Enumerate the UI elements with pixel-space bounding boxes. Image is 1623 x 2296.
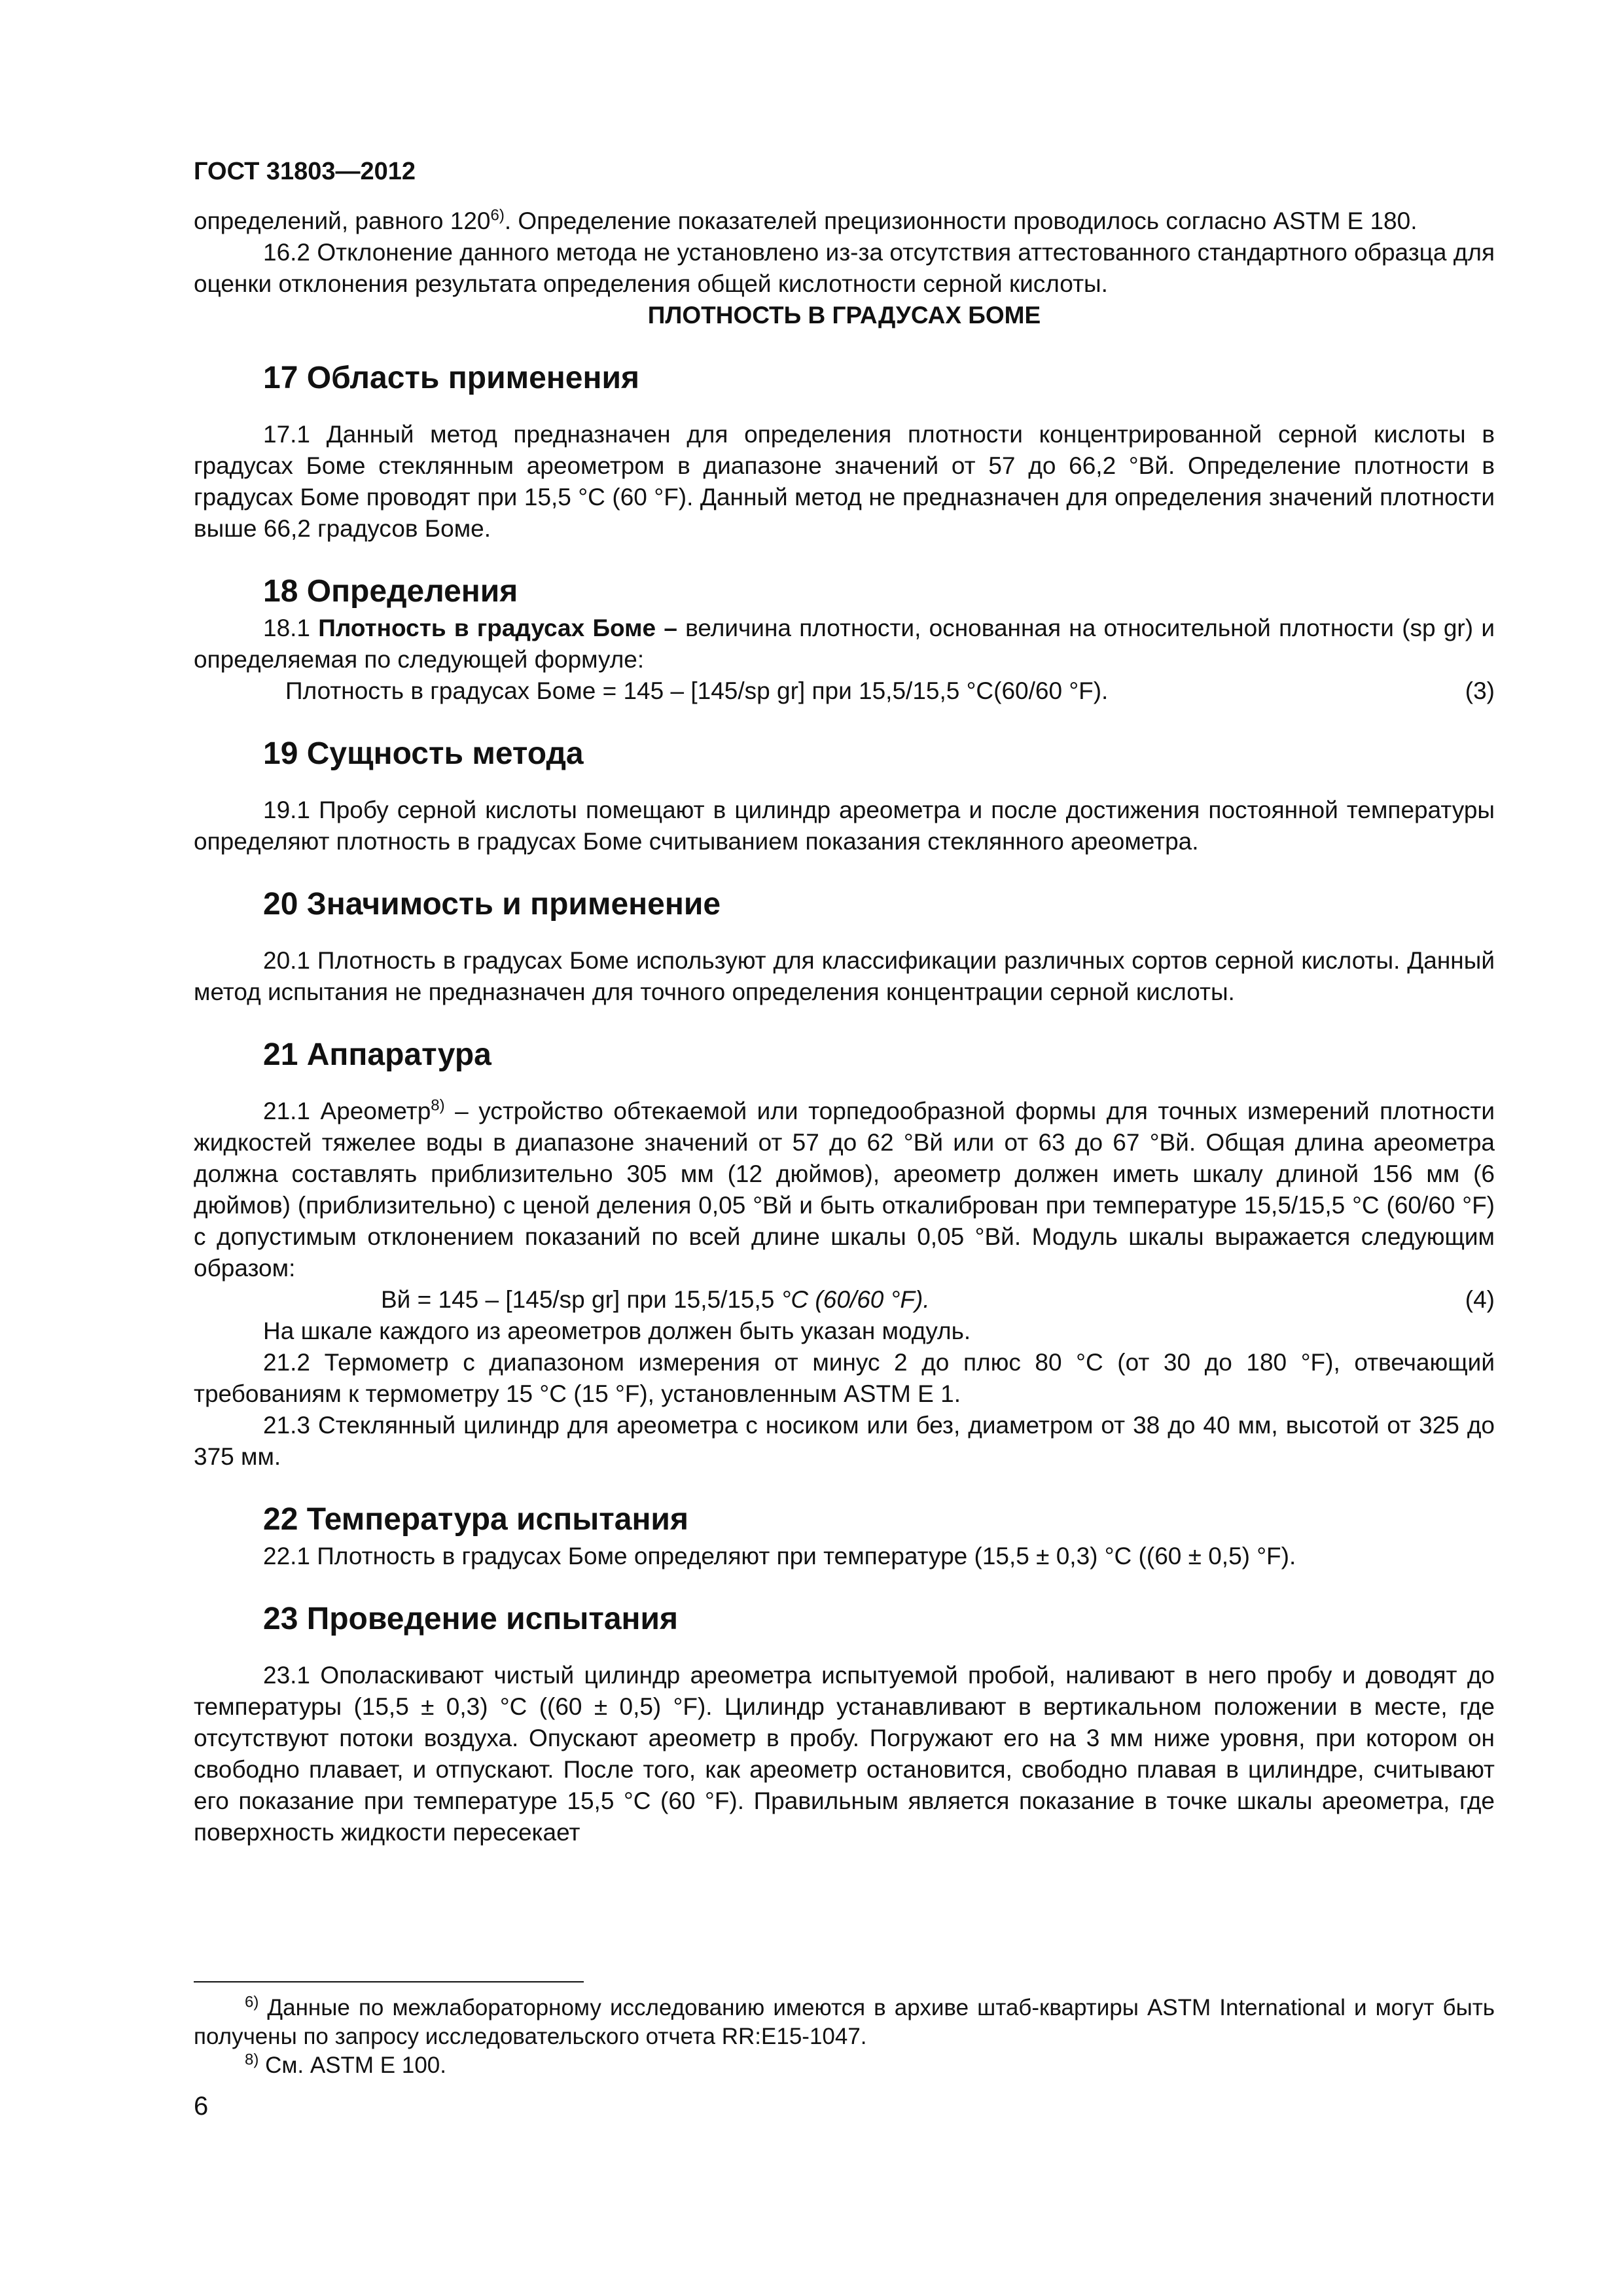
section-23-title: 23 Проведение испытания xyxy=(263,1602,679,1636)
paragraph-18-1: 18.1 Плотность в градусах Боме – величина плотности, основанная на относительной плотности (sp gr) и определяемая по следующей формуле: xyxy=(194,615,1495,673)
footnote-ref-8: 8) xyxy=(431,1096,445,1115)
formula-4-number: (4) xyxy=(1465,1286,1495,1313)
paragraph-21-note: На шкале каждого из ареометров должен быть указан модуль. xyxy=(263,1318,971,1344)
section-22-title: 22 Температура испытания xyxy=(263,1502,688,1537)
footnote-ref-6: 6) xyxy=(490,206,505,224)
paragraph-21-1: 21.1 Ареометр$^{8)}$ – устройство обтекаемой или торпедообразной формы для точных измерений плотности жидкостей тяжелее воды в диапазоне значений от 57 до 62 °Вй или от 63 до 67 °Вй. Общая длина ареометра должна составлять приблизительно 305 мм (12 дюймов), ареометр должен иметь шкалу длиной 156 мм (6 дюймов) (приблизительно) с ценой деления 0,05 °Вй и быть откалиброван при температуре 15,5/15,5 °С (60/60 °F) с допустимым отклонением показаний по всей длине шкалы 0,05 °Вй. Модуль шкалы выражается следующим образом: xyxy=(194,1096,1495,1282)
footnote-8: $^{8)}$ См. ASTM E 100. xyxy=(245,2051,446,2078)
section-17-title: 17 Область применения xyxy=(263,361,639,395)
paragraph-21-2: 21.2 Термометр с диапазоном измерения от минус 2 до плюс 80 °С (от 30 до 180 °F), отвечающий требованиям к термометру 15 °С (15 °F), установленным ASTM E 1. xyxy=(194,1349,1495,1407)
page-number: 6 xyxy=(194,2092,209,2121)
term-definition: Плотность в градусах Боме – xyxy=(318,615,677,641)
section-21-title: 21 Аппаратура xyxy=(263,1037,491,1072)
paragraph-22-1: 22.1 Плотность в градусах Боме определяют при температуре (15,5 ± 0,3) °С ((60 ± 0,5) °F). xyxy=(263,1543,1296,1570)
section-20-title: 20 Значимость и применение xyxy=(263,887,721,922)
paragraph-19-1: 19.1 Пробу серной кислоты помещают в цилиндр ареометра и после достижения постоянной температуры определяют плотность в градусах Боме считыванием показания стеклянного ареометра. xyxy=(194,797,1495,855)
part-title: ПЛОТНОСТЬ В ГРАДУСАХ БОМЕ xyxy=(647,302,1041,329)
paragraph-23-1: 23.1 Ополаскивают чистый цилиндр ареометра испытуемой пробой, наливают в него пробу и доводят до температуры (15,5 ± 0,3) °С ((60 ± 0,5) °F). Цилиндр устанавливают в вертикальном положении в месте, где отсутствуют потоки воздуха. Опускают ареометр в пробу. Погружают его на 3 мм ниже уровня, при котором он свободно плавает, и отпускают. После того, как ареометр остановится, свободно плавая в цилиндре, считывают его показание при температуре 15,5 °С (60 °F). Правильным является показание в точке шкалы ареометра, где поверхность жидкости пересекает xyxy=(194,1662,1495,1846)
formula-3 xyxy=(194,675,1495,707)
section-18-title: 18 Определения xyxy=(263,574,518,609)
formula-3-number: (3) xyxy=(1465,677,1495,704)
formula-4 xyxy=(194,1284,1495,1316)
paragraph-21-3: 21.3 Стеклянный цилиндр для ареометра с носиком или без, диаметром от 38 до 40 мм, высотой от 325 до 375 мм. xyxy=(194,1412,1495,1470)
paragraph-16-2: 16.2 Отклонение данного метода не установлено из-за отсутствия аттестованного стандартного образца для оценки отклонения результата определения общей кислотности серной кислоты. xyxy=(194,239,1495,297)
page-content xyxy=(194,156,1495,1848)
formula-3-text: Плотность в градусах Боме = 145 – [145/sp gr] при 15,5/15,5 °С(60/60 °F). xyxy=(285,677,1109,704)
paragraph-17-1: 17.1 Данный метод предназначен для определения плотности концентрированной серной кислоты в градусах Боме стеклянным ареометром в диапазоне значений от 57 до 66,2 °Вй. Определение плотности в градусах Боме проводят при 15,5 °С (60 °F). Данный метод не предназначен для определения значений плотности выше 66,2 градусов Боме. xyxy=(194,421,1495,542)
footnote-separator xyxy=(194,1981,584,1982)
paragraph-20-1: 20.1 Плотность в градусах Боме используют для классификации различных сортов серной кислоты. Данный метод испытания не предназначен для точного определения концентрации серной кислоты. xyxy=(194,947,1495,1005)
footnote-6: $^{6)}$ Данные по межлабораторному исследованию имеются в архиве штаб-квартиры ASTM International и могут быть получены по запросу исследовательского отчета RR:E15-1047. xyxy=(194,1993,1495,2049)
paragraph-continuation: определений, равного 120$^{6)}$. Определение показателей прецизионности проводилось согласно ASTM E 180. xyxy=(194,206,1418,234)
section-19-title: 19 Сущность метода xyxy=(263,736,584,771)
formula-4-text: Вй = 145 – [145/sp gr] при 15,5/15,5 °С (60/60 °F). xyxy=(381,1286,930,1313)
footnotes xyxy=(194,1994,1495,2080)
document-header: ГОСТ 31803—2012 xyxy=(194,158,416,185)
